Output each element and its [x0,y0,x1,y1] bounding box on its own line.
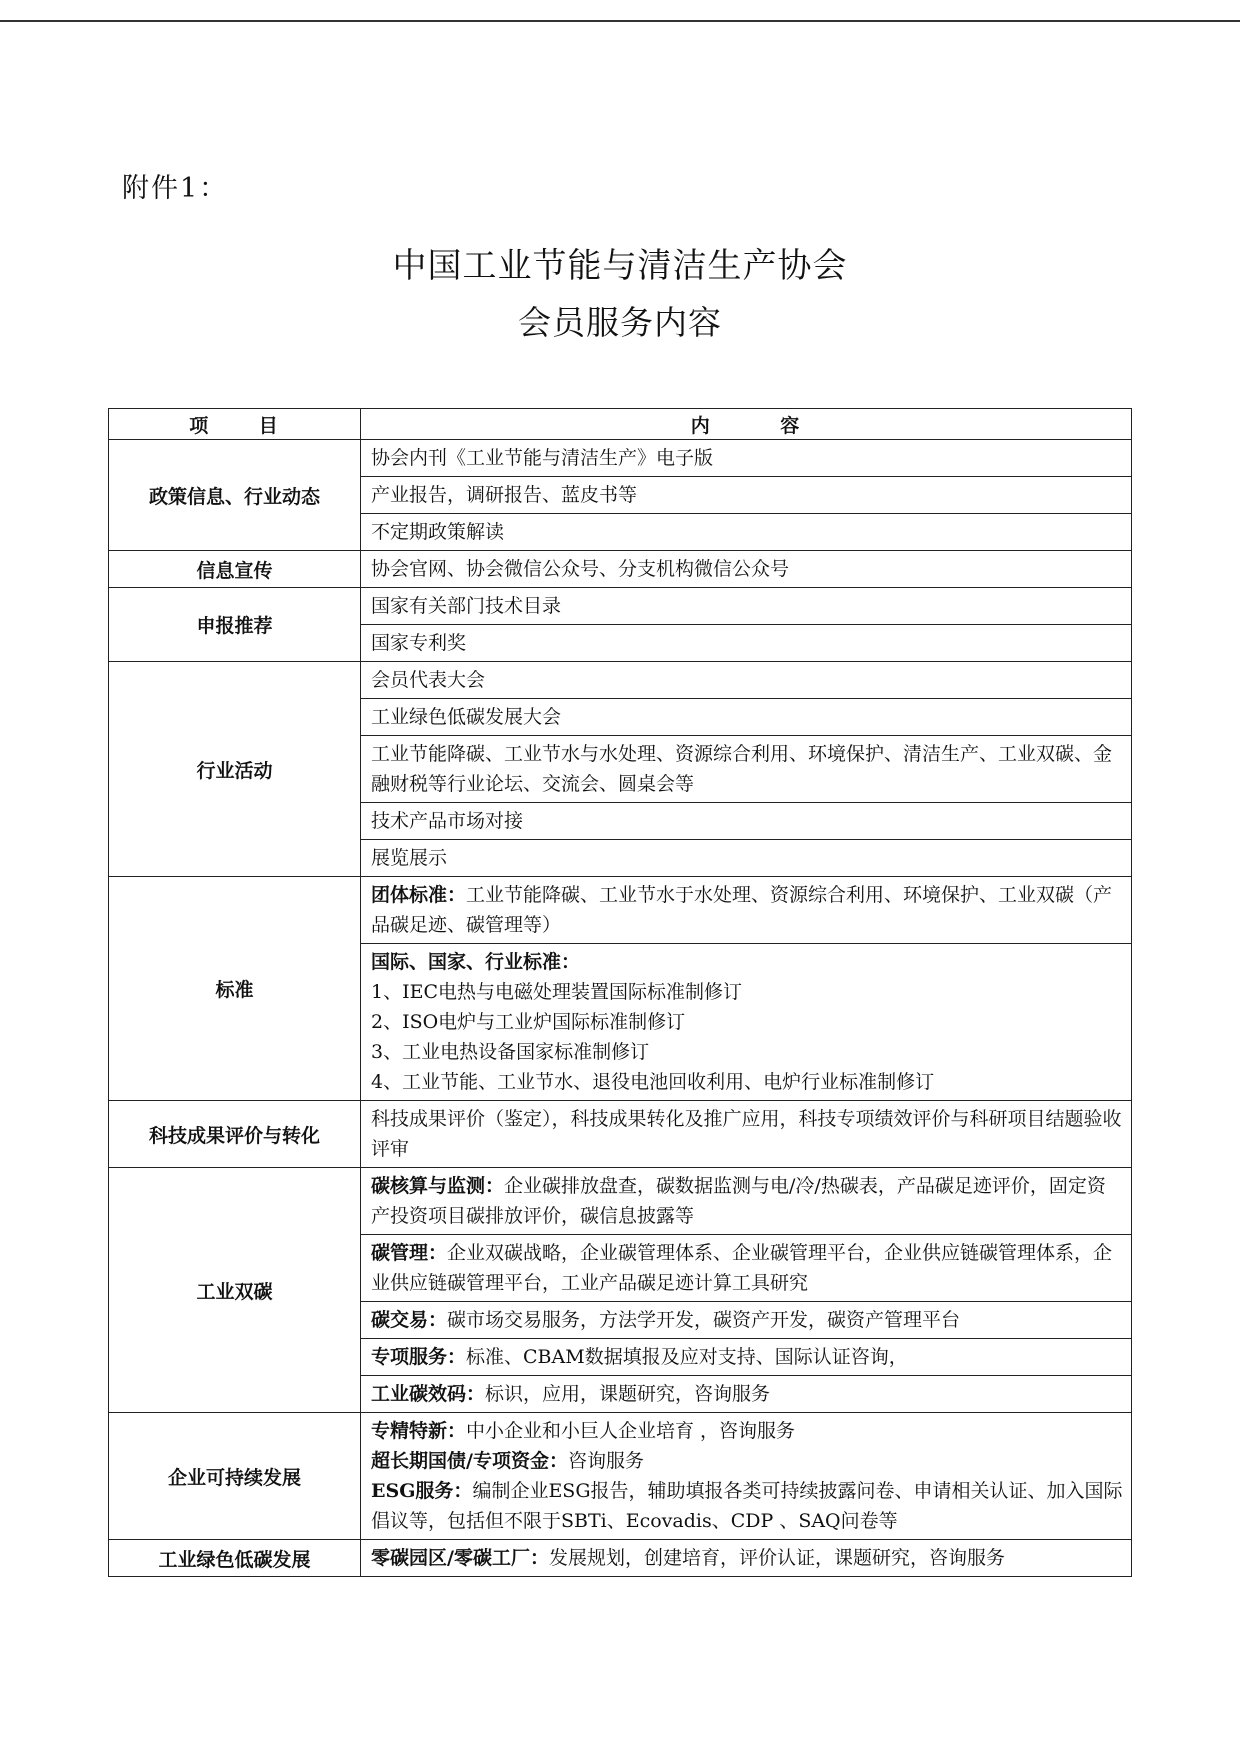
content-line [371,517,1123,547]
table-row [109,588,1132,625]
content-line [371,843,1123,873]
content-line [371,1305,1123,1335]
table-row [109,662,1132,699]
table-row [109,551,1132,588]
table-row [109,1540,1132,1577]
item-cell: 科技成果评价与转化 [109,1101,361,1168]
item-cell: 标准 [109,877,361,1101]
content-cell [361,440,1132,477]
line-text: 3、工业电热设备国家标准制修订 [371,1041,650,1063]
attachment-label: 附件1： [122,173,229,204]
line-text: 不定期政策解读 [371,521,505,543]
content-line [371,1238,1123,1298]
content-cell [361,625,1132,662]
table-header-row [109,409,1132,440]
content-line [371,880,1123,940]
content-line [371,1104,1123,1164]
bold-label: 碳交易： [371,1309,448,1331]
content-line [371,1476,1123,1536]
line-text: 工业节能降碳、工业节水与水处理、资源综合利用、环境保护、清洁生产、工业双碳、金融财税等行业论坛、交流会、圆桌会等 [371,743,1113,795]
content-cell [361,1235,1132,1302]
content-cell [361,736,1132,803]
content-cell [361,877,1132,944]
content-cell [361,840,1132,877]
bold-label: 专项服务： [371,1346,467,1368]
line-text: 产业报告，调研报告、蓝皮书等 [371,484,638,506]
line-text: 1、IEC电热与电磁处理装置国际标准制修订 [371,981,743,1003]
content-line [371,443,1123,473]
bold-label: ESG服务： [371,1480,473,1502]
content-line [371,1007,1123,1037]
content-cell [361,1101,1132,1168]
bold-label: 国际、国家、行业标准： [371,951,581,973]
table-row [109,1168,1132,1235]
table-row [109,440,1132,477]
content-line [371,977,1123,1007]
content-cell [361,514,1132,551]
line-text: 4、工业节能、工业节水、退役电池回收利用、电炉行业标准制修订 [371,1071,935,1093]
table-row [109,1101,1132,1168]
content-line [371,1067,1123,1097]
line-text: 工业节能降碳、工业节水于水处理、资源综合利用、环境保护、工业双碳（产品碳足迹、碳管理等） [371,884,1113,936]
bold-label: 碳管理： [371,1242,448,1264]
line-text: 科技成果评价（鉴定），科技成果转化及推广应用，科技专项绩效评价与科研项目结题验收评审 [371,1108,1122,1160]
line-text: 企业双碳战略，企业碳管理体系、企业碳管理平台，企业供应链碳管理体系，企业供应链碳管理平台，工业产品碳足迹计算工具研究 [371,1242,1113,1294]
content-line [371,480,1123,510]
item-cell: 工业双碳 [109,1168,361,1413]
content-cell [361,1413,1132,1540]
line-text: 协会内刊《工业节能与清洁生产》电子版 [371,447,714,469]
line-text: 碳市场交易服务，方法学开发，碳资产开发，碳资产管理平台 [447,1309,961,1331]
content-line [371,1342,1123,1372]
table-row [109,1413,1132,1540]
line-text: 国家专利奖 [371,632,467,654]
line-text: 协会官网、协会微信公众号、分支机构微信公众号 [371,558,790,580]
item-cell: 申报推荐 [109,588,361,662]
bold-label: 团体标准： [371,884,467,906]
line-text: 标识，应用，课题研究，咨询服务 [485,1383,771,1405]
content-line [371,1416,1123,1446]
content-line [371,1446,1123,1476]
content-line [371,702,1123,732]
item-cell: 行业活动 [109,662,361,877]
content-line [371,1543,1123,1573]
content-line [371,1379,1123,1409]
line-text: 发展规划，创建培育，评价认证，课题研究，咨询服务 [548,1547,1005,1569]
bold-label: 超长期国债/专项资金： [371,1450,568,1472]
content-cell [361,1339,1132,1376]
line-text: 技术产品市场对接 [371,810,524,832]
content-cell [361,803,1132,840]
line-text: 展览展示 [371,847,448,869]
header-item: 项 目 [109,409,361,440]
content-line [371,554,1123,584]
line-text: 咨询服务 [567,1450,644,1472]
table-body [109,440,1132,1577]
content-line [371,591,1123,621]
line-text: 编制企业ESG报告，辅助填报各类可持续披露问卷、申请相关认证、加入国际倡议等，包括但不限于SBTi、Ecovadis、CDP 、SAQ问卷等 [371,1480,1123,1532]
services-table [108,408,1132,1577]
line-text: 国家有关部门技术目录 [371,595,562,617]
content-cell [361,1168,1132,1235]
line-text: 企业碳排放盘查，碳数据监测与电/冷/热碳表，产品碳足迹评价，固定资产投资项目碳排放评价，碳信息披露等 [371,1175,1106,1227]
content-cell [361,699,1132,736]
line-text: 标准、CBAM数据填报及应对支持、国际认证咨询， [466,1346,908,1368]
content-cell [361,588,1132,625]
content-cell [361,1302,1132,1339]
content-line [371,739,1123,799]
content-line [371,1037,1123,1067]
bold-label: 碳核算与监测： [371,1175,505,1197]
content-line [371,1171,1123,1231]
item-cell: 企业可持续发展 [109,1413,361,1540]
item-cell: 政策信息、行业动态 [109,440,361,551]
content-cell [361,477,1132,514]
content-cell [361,551,1132,588]
line-text: 中小企业和小巨人企业培育 ，咨询服务 [466,1420,796,1442]
content-cell [361,1540,1132,1577]
content-cell [361,1376,1132,1413]
bold-label: 零碳园区/零碳工厂： [371,1547,549,1569]
content-line [371,628,1123,658]
document-subtitle: 会员服务内容 [518,303,722,342]
item-cell: 信息宣传 [109,551,361,588]
top-rule [0,20,1240,22]
bold-label: 工业碳效码： [371,1383,486,1405]
line-text: 会员代表大会 [371,669,486,691]
table-row [109,877,1132,944]
line-text: 工业绿色低碳发展大会 [371,706,562,728]
item-cell: 工业绿色低碳发展 [109,1540,361,1577]
content-cell [361,662,1132,699]
line-text: 2、ISO电炉与工业炉国际标准制修订 [371,1011,686,1033]
content-line [371,806,1123,836]
bold-label: 专精特新： [371,1420,467,1442]
content-cell [361,944,1132,1101]
content-line [371,665,1123,695]
content-line [371,947,1123,977]
document-title: 中国工业节能与清洁生产协会 [392,246,848,286]
header-content: 内 容 [361,409,1132,440]
